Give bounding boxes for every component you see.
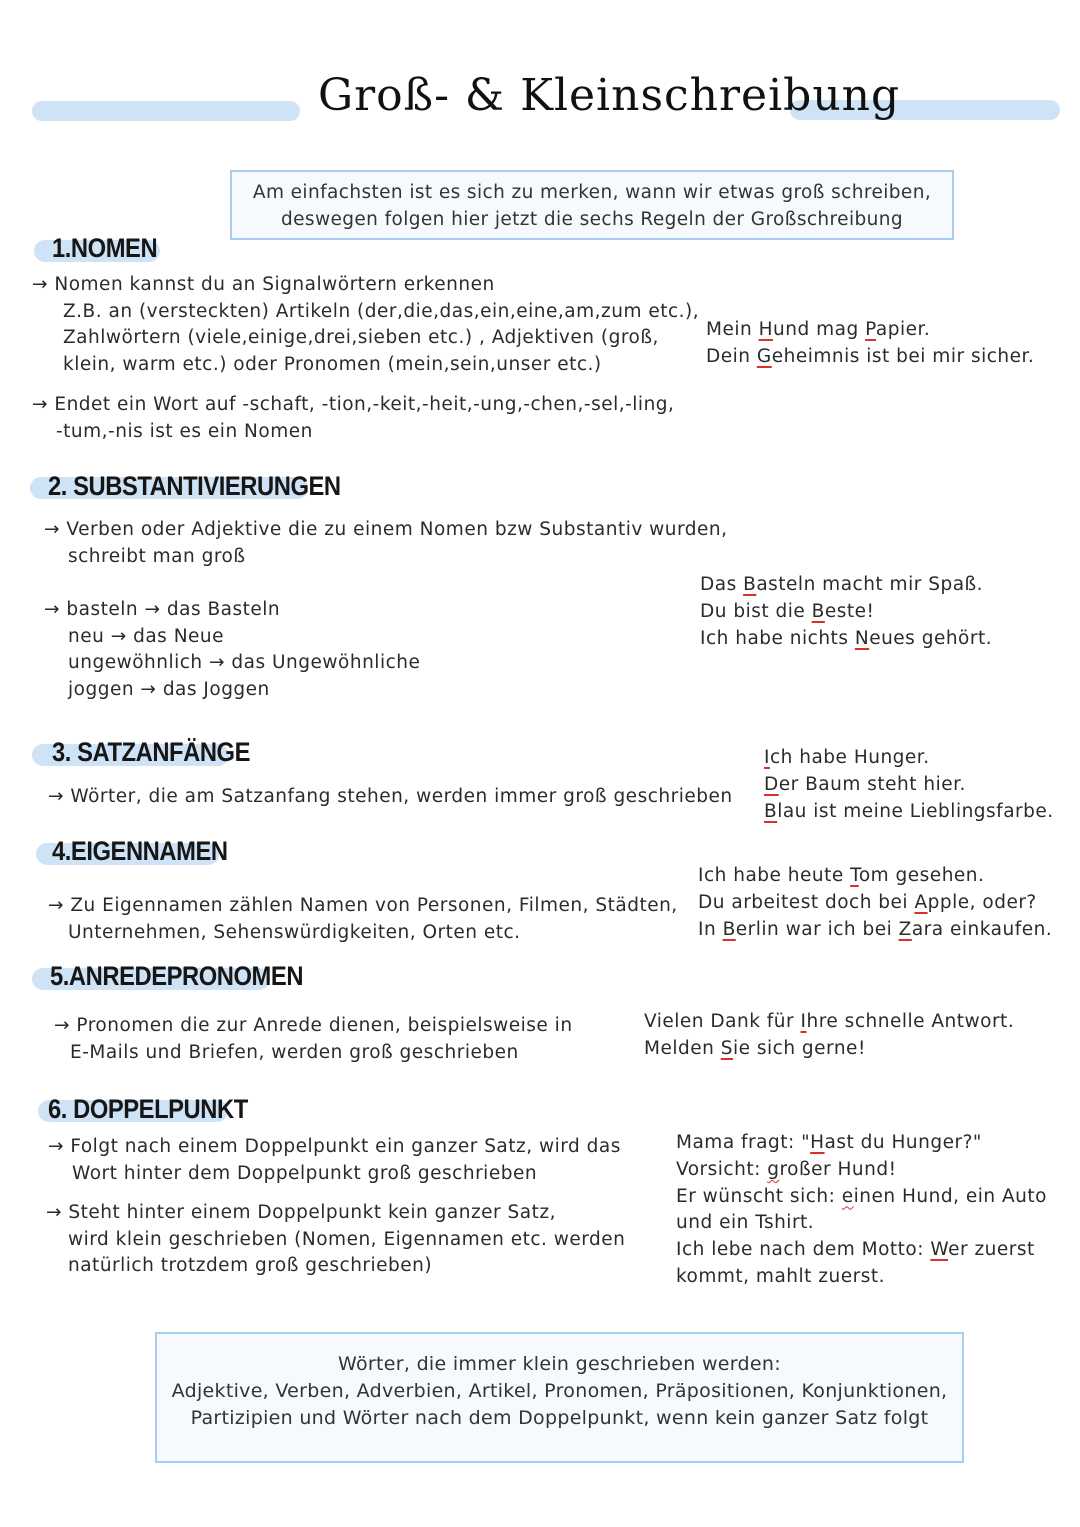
rule-line: → Zu Eigennamen zählen Namen von Personen, Filmen, Städten,	[48, 895, 678, 916]
intro-box	[230, 170, 954, 240]
examples-anredepronomen	[644, 1009, 1014, 1063]
example-line: Der Baum steht hier.	[764, 773, 966, 795]
rule-text-doppelpunkt-2	[46, 1200, 625, 1280]
example-line: Mein Hund mag Papier.	[706, 319, 931, 340]
rule-text-substantivierungen	[44, 517, 728, 570]
summary-line: Wörter, die immer klein geschrieben werden:	[338, 1353, 781, 1375]
rule-line: wird klein geschrieben (Nomen, Eigennamen etc. werden	[68, 1228, 626, 1250]
heading-substantivierungen: 2. SUBSTANTIVIERUNGEN	[48, 471, 341, 501]
example-line: Er wünscht sich: einen Hund, ein Auto	[676, 1185, 1047, 1207]
rule-line: → Verben oder Adjektive die zu einem Nomen bzw Substantiv wurden,	[44, 519, 728, 540]
rule-line: neu → das Neue	[68, 625, 225, 647]
example-line: Ich habe Hunger.	[764, 747, 930, 768]
example-line: kommt, mahlt zuerst.	[676, 1265, 885, 1287]
heading-eigennamen: 4.EIGENNAMEN	[52, 836, 228, 866]
rule-line: natürlich trotzdem groß geschrieben)	[68, 1255, 433, 1276]
rule-line: joggen → das Joggen	[68, 678, 270, 700]
example-line: Ich lebe nach dem Motto: Wer zuerst	[676, 1239, 1035, 1261]
rule-text-nomen	[32, 272, 699, 378]
heading-satzanfaenge: 3. SATZANFÄNGE	[52, 737, 251, 767]
rule-line: Wort hinter dem Doppelpunkt groß geschrieben	[72, 1162, 538, 1184]
rule-line: → Wörter, die am Satzanfang stehen, werden immer groß geschrieben	[48, 786, 733, 807]
examples-substantivierungen	[700, 572, 992, 652]
example-line: Dein Geheimnis ist bei mir sicher.	[706, 345, 1035, 367]
heading-doppelpunkt: 6. DOPPELPUNKT	[48, 1094, 248, 1124]
rule-line: → basteln → das Basteln	[44, 599, 281, 620]
heading-nomen: 1.NOMEN	[52, 233, 158, 263]
rule-line: -tum,-nis ist es ein Nomen	[56, 420, 313, 442]
rule-line: → Endet ein Wort auf -schaft, -tion,-keit,-heit,-ung,-chen,-sel,-ling,	[32, 394, 675, 415]
title-deco-bar-left	[32, 101, 300, 121]
rule-line: klein, warm etc.) oder Pronomen (mein,sein,unser etc.)	[63, 353, 602, 375]
summary-line: Partizipien und Wörter nach dem Doppelpunkt, wenn kein ganzer Satz folgt	[190, 1407, 929, 1429]
page-title: Groß- & Kleinschreibung	[318, 70, 901, 121]
example-line: Du bist die Beste!	[700, 600, 875, 622]
example-line: Melden Sie sich gerne!	[644, 1037, 866, 1059]
example-line: Du arbeitest doch bei Apple, oder?	[698, 891, 1037, 913]
rule-line: E-Mails und Briefen, werden groß geschrieben	[70, 1041, 519, 1063]
summary-line: Adjektive, Verben, Adverbien, Artikel, Pronomen, Präpositionen, Konjunktionen,	[171, 1380, 948, 1402]
rule-text-nomen-endings	[32, 392, 674, 445]
intro-line: deswegen folgen hier jetzt die sechs Regeln der Großschreibung	[280, 209, 904, 230]
example-line: Das Basteln macht mir Spaß.	[700, 574, 984, 595]
rule-line: Unternehmen, Sehenswürdigkeiten, Orten etc.	[68, 921, 521, 943]
rule-line: → Steht hinter einem Doppelpunkt kein ganzer Satz,	[46, 1202, 556, 1223]
rule-text-eigennamen	[48, 893, 678, 946]
rule-text-anredepronomen	[54, 1013, 573, 1066]
examples-doppelpunkt	[676, 1130, 1047, 1291]
example-line: Mama fragt: "Hast du Hunger?"	[676, 1132, 982, 1153]
rule-line: Zahlwörtern (viele,einige,drei,sieben etc.) , Adjektiven (groß,	[63, 327, 659, 348]
example-line: Blau ist meine Lieblingsfarbe.	[764, 800, 1054, 822]
example-line: Ich habe heute Tom gesehen.	[698, 865, 985, 886]
example-line: und ein Tshirt.	[676, 1212, 815, 1234]
rule-line: → Pronomen die zur Anrede dienen, beispielsweise in	[54, 1015, 573, 1036]
rule-text-satzanfaenge	[48, 784, 733, 811]
example-line: In Berlin war ich bei Zara einkaufen.	[698, 918, 1053, 940]
heading-anredepronomen: 5.ANREDEPRONOMEN	[50, 961, 304, 991]
rule-line: Z.B. an (versteckten) Artikeln (der,die,das,ein,eine,am,zum etc.),	[63, 300, 700, 322]
rule-line: ungewöhnlich → das Ungewöhnliche	[68, 652, 421, 673]
examples-eigennamen	[698, 863, 1052, 943]
rule-text-doppelpunkt	[48, 1134, 621, 1187]
summary-box	[155, 1332, 964, 1463]
example-line: Vorsicht: großer Hund!	[676, 1158, 897, 1180]
examples-satzanfaenge	[764, 745, 1054, 825]
example-line: Ich habe nichts Neues gehört.	[700, 627, 993, 649]
examples-nomen	[706, 317, 1034, 371]
rule-line: → Nomen kannst du an Signalwörtern erkennen	[32, 274, 495, 295]
rule-line: → Folgt nach einem Doppelpunkt ein ganzer Satz, wird das	[48, 1136, 621, 1157]
rule-examples-substantivierungen	[44, 597, 420, 703]
rule-line: schreibt man groß	[68, 545, 246, 567]
example-line: Vielen Dank für Ihre schnelle Antwort.	[644, 1011, 1015, 1032]
intro-line: Am einfachsten ist es sich zu merken, wann wir etwas groß schreiben,	[252, 182, 932, 203]
